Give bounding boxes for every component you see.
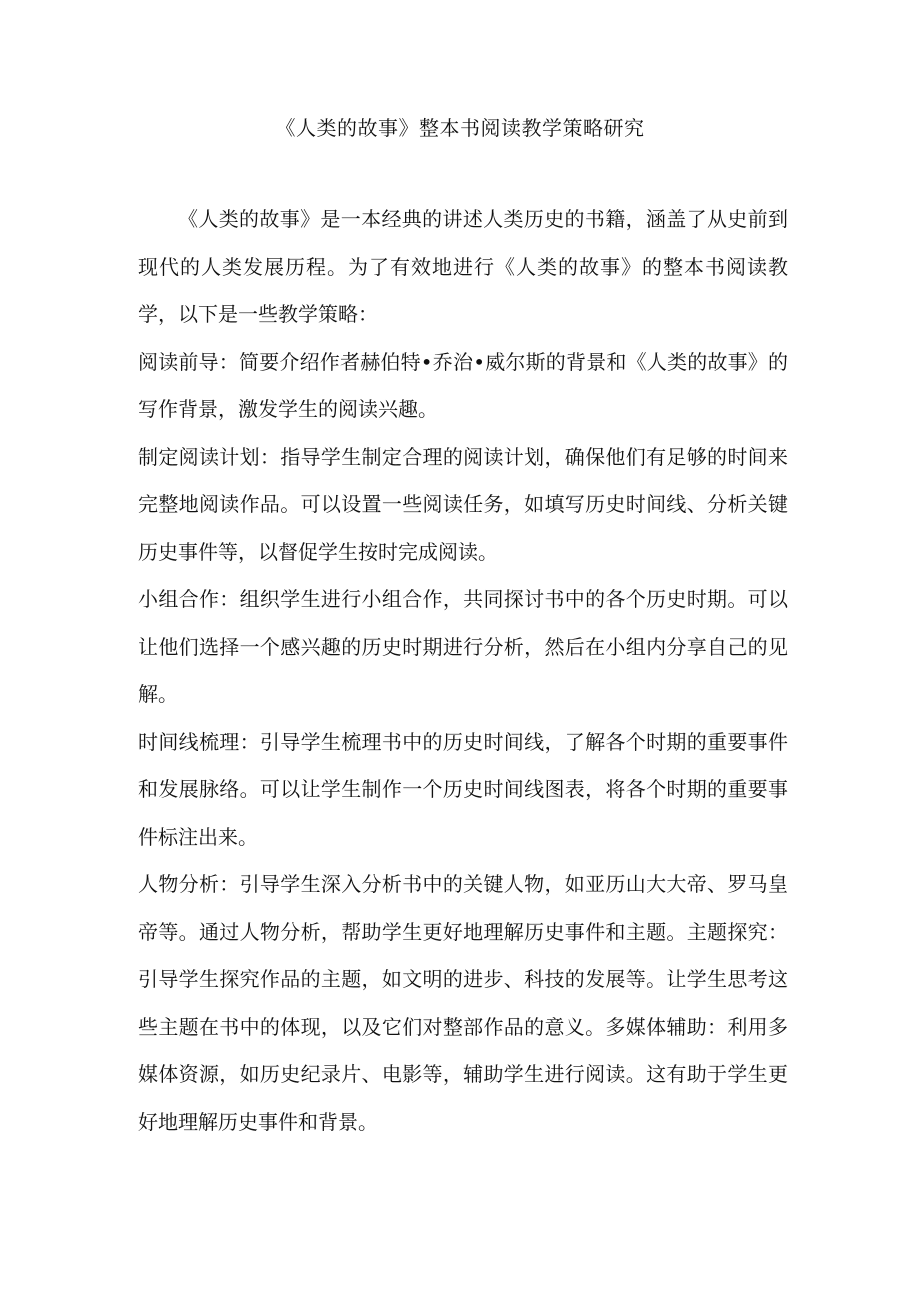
document-title: 《人类的故事》整本书阅读教学策略研究 xyxy=(275,116,645,140)
paragraph-timeline: 时间线梳理：引导学生梳理书中的历史时间线，了解各个时期的重要事件和发展脉络。可以让学生制作一个历史时间线图表，将各个时期的重要事件标注出来。 xyxy=(138,729,788,849)
paragraph-reading-guide: 阅读前导：简要介绍作者赫伯特•乔治•威尔斯的背景和《人类的故事》的写作背景，激发学生的阅读兴趣。 xyxy=(138,349,788,421)
paragraph-reading-plan: 制定阅读计划：指导学生制定合理的阅读计划，确保他们有足够的时间来完整地阅读作品。可以设置一些阅读任务，如填写历史时间线、分析关键历史事件等，以督促学生按时完成阅读。 xyxy=(138,444,788,564)
paragraph-intro: 《人类的故事》是一本经典的讲述人类历史的书籍，涵盖了从史前到现代的人类发展历程。为了有效地进行《人类的故事》的整本书阅读教学，以下是一些教学策略： xyxy=(138,207,788,326)
paragraph-character-analysis: 人物分析：引导学生深入分析书中的关键人物，如亚历山大大帝、罗马皇帝等。通过人物分析，帮助学生更好地理解历史事件和主题。主题探究：引导学生探究作品的主题，如文明的进步、科技的发展等。让学生思考这些主题在书中的体现，以及它们对整部作品的意义。多媒体辅助：利用多媒体资源，如历史纪录片、电影等，辅助学生进行阅读。这有助于学生更好地理解历史事件和背景。 xyxy=(138,872,788,1134)
document-body xyxy=(138,196,788,1146)
paragraph-group-work: 小组合作：组织学生进行小组合作，共同探讨书中的各个历史时期。可以让他们选择一个感兴趣的历史时期进行分析，然后在小组内分享自己的见解。 xyxy=(138,587,788,706)
